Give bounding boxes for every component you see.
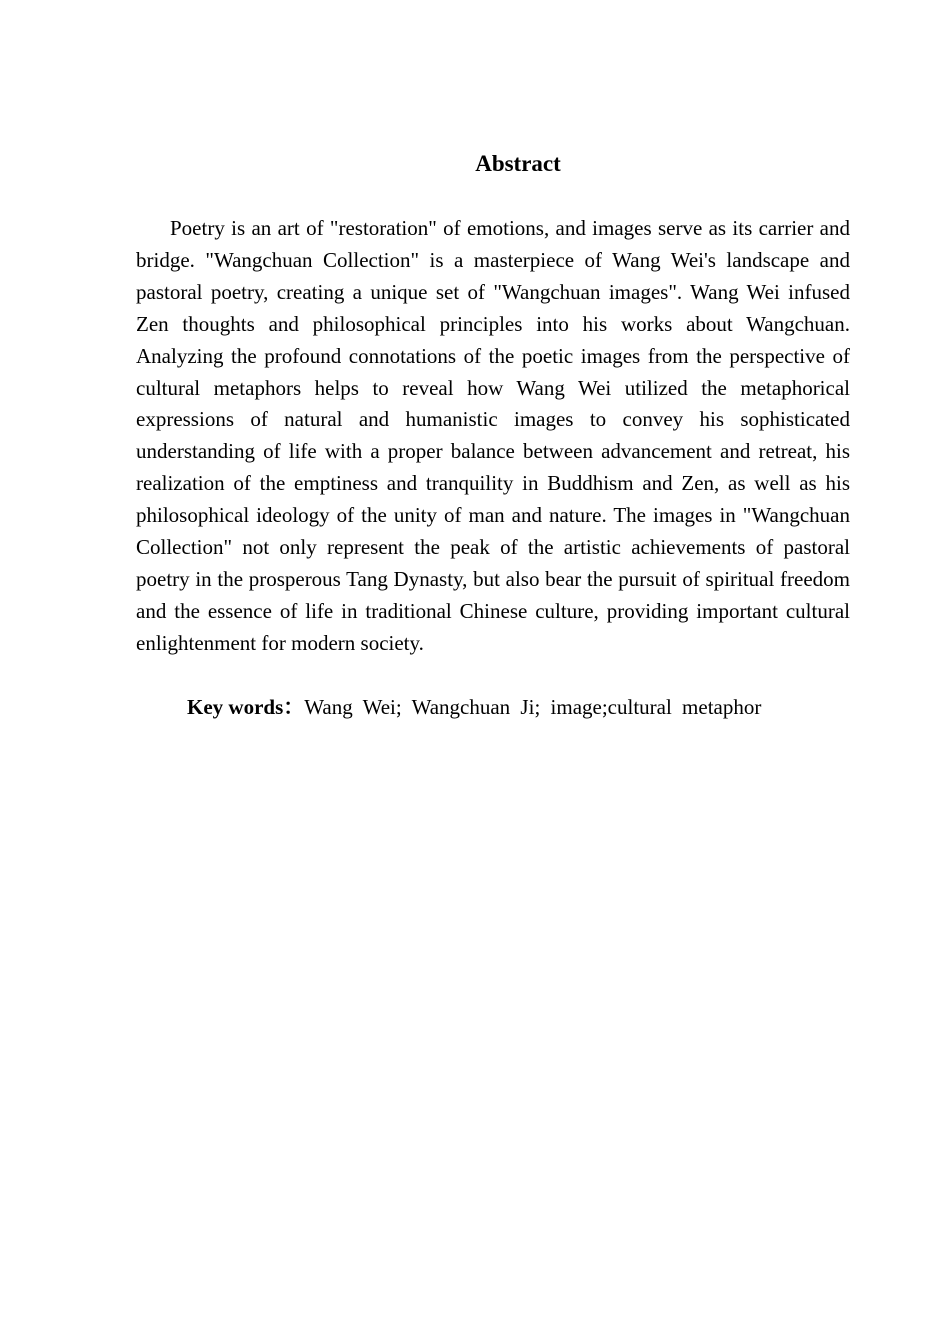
keywords-line xyxy=(187,692,887,723)
abstract-title: Abstract xyxy=(475,151,561,176)
keywords-label: Key words： xyxy=(187,695,305,719)
keywords-text: Wang Wei; Wangchuan Ji; image;cultural metaphor xyxy=(304,695,762,719)
abstract-body: Poetry is an art of "restoration" of emotions, and images serve as its carrier and bridge. "Wangchuan Collection" is a masterpiece of Wang Wei's landscape and pastoral poetry, creating a unique set of "Wangchuan images". Wang Wei infused Zen thoughts and philosophical principles into his works about Wangchuan. Analyzing the profound connotations of the poetic images from the perspective of cultural metaphors helps to reveal how Wang Wei utilized the metaphorical expressions of natural and humanistic images to convey his sophisticated understanding of life with a proper balance between advancement and retreat, his realization of the emptiness and tranquility in Buddhism and Zen, as well as his philosophical ideology of the unity of man and nature. The images in "Wangchuan Collection" not only represent the peak of the artistic achievements of pastoral poetry in the prosperous Tang Dynasty, but also bear the pursuit of spiritual freedom and the essence of life in traditional Chinese culture, providing important cultural enlightenment for modern society. xyxy=(136,216,850,655)
